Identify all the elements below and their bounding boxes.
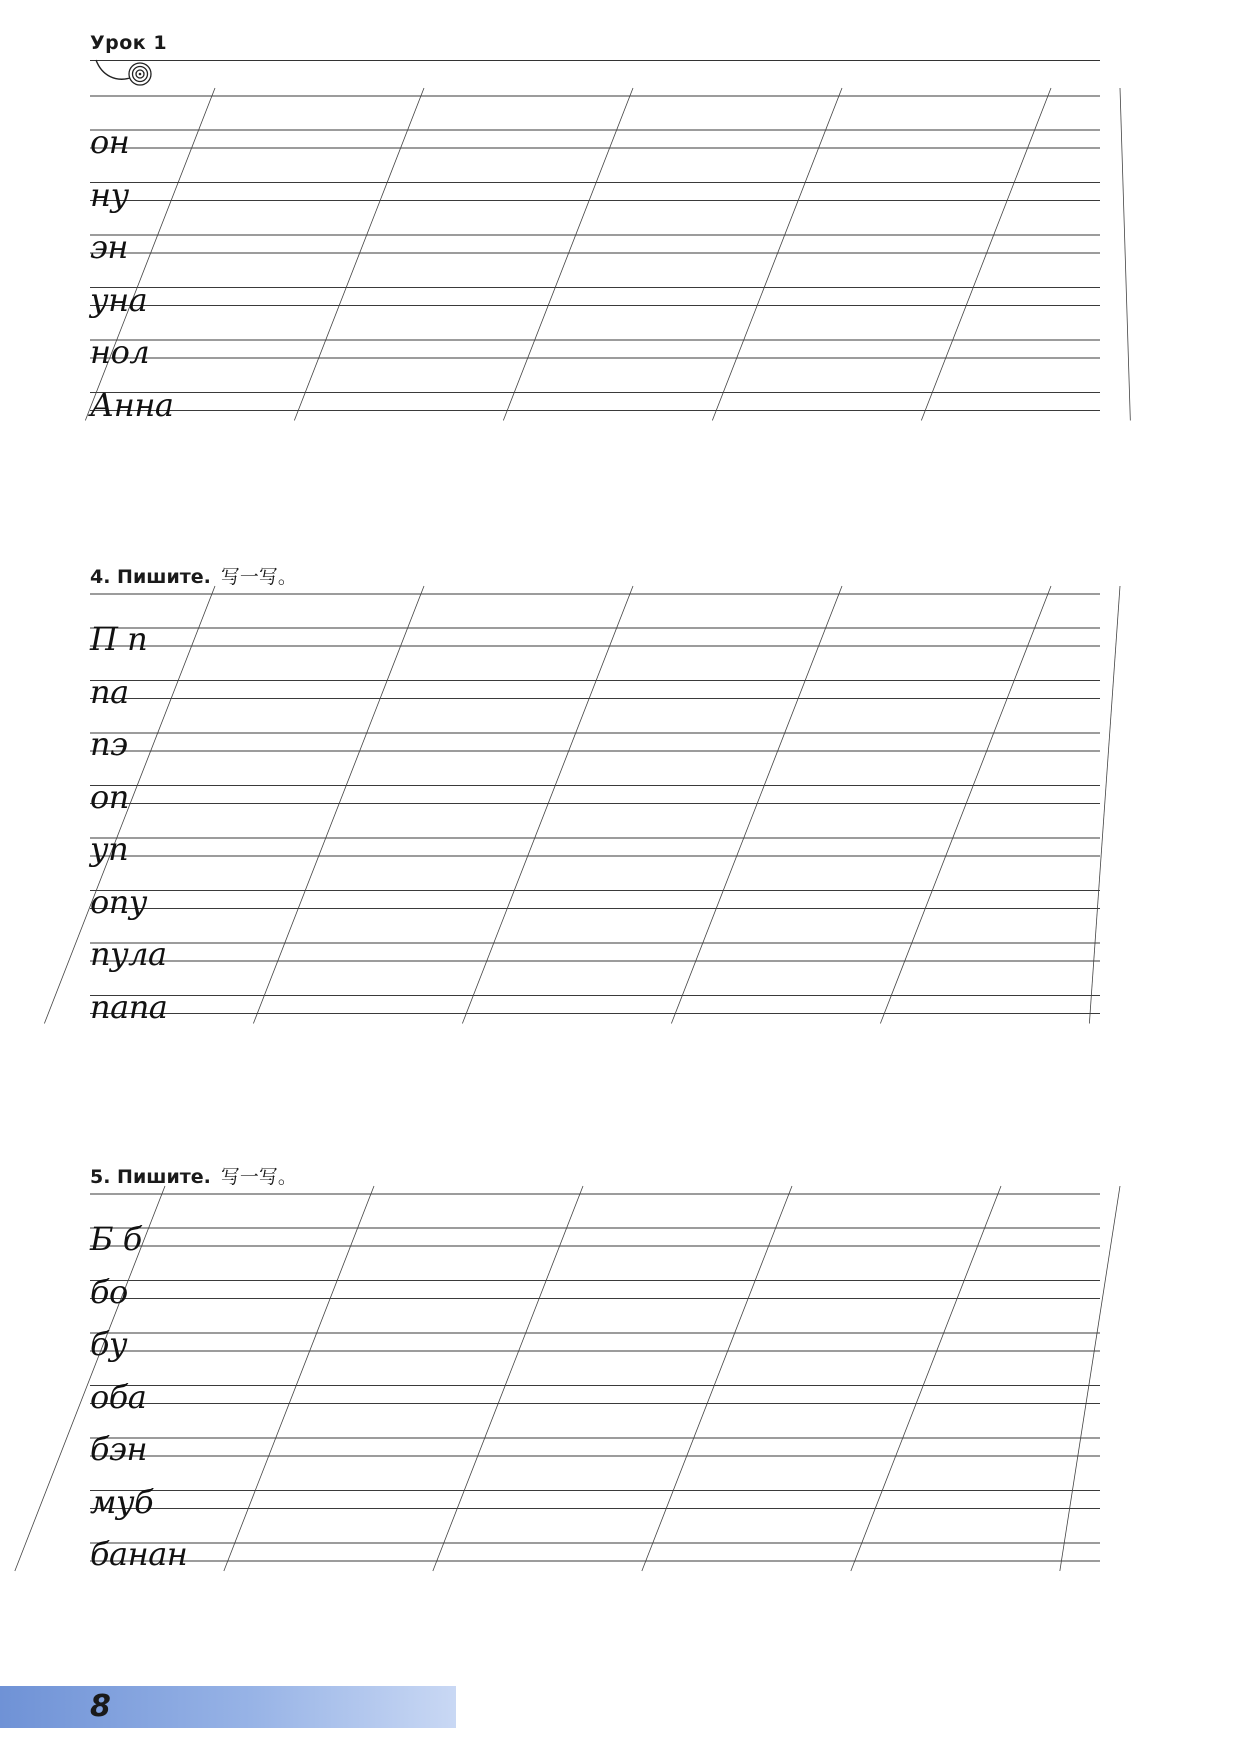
slant-guide-line — [503, 88, 633, 421]
grid-lines — [90, 96, 1100, 425]
exercise-4-heading — [90, 562, 297, 589]
copy-word: папа — [90, 988, 168, 1026]
copy-word: бу — [90, 1325, 128, 1363]
copy-word: эн — [90, 228, 128, 266]
copy-word: опу — [90, 883, 147, 921]
page-number: 8 — [90, 1689, 111, 1724]
copy-word: бэн — [90, 1430, 148, 1468]
swirl-icon — [94, 58, 154, 90]
copy-word: Анна — [90, 386, 174, 424]
slant-guide-line — [433, 1186, 583, 1571]
grid-lines — [90, 594, 1100, 1028]
copybook-grid-5 — [90, 1194, 1100, 1594]
exercise-5-title: 5. Пишите. — [90, 1166, 211, 1188]
slant-guide-line — [253, 586, 424, 1024]
copy-word: уна — [90, 281, 148, 319]
lesson-title: Урок 1 — [90, 32, 168, 54]
grid-lines — [90, 1194, 1100, 1575]
exercise-5-instruction: 写一写。 — [220, 1166, 297, 1188]
copy-word: уп — [90, 830, 129, 868]
slant-guide-line — [462, 586, 633, 1024]
slant-guide-line — [1060, 1186, 1120, 1571]
copybook-grid-4 — [90, 594, 1100, 1046]
slant-guide-line — [851, 1186, 1001, 1571]
copy-word: П п — [90, 620, 148, 658]
copy-word: ну — [90, 176, 129, 214]
slant-guide-line — [1120, 88, 1130, 421]
exercise-4-instruction: 写一写。 — [220, 566, 297, 588]
page-number-bar — [0, 1686, 456, 1728]
exercise-4-title: 4. Пишите. — [90, 566, 211, 588]
slant-guide-line — [294, 88, 424, 421]
copy-word: оп — [90, 778, 129, 816]
copy-word: нол — [90, 333, 150, 371]
slant-guide-line — [921, 88, 1051, 421]
copy-word: муб — [90, 1483, 154, 1521]
copy-word: бо — [90, 1273, 128, 1311]
copy-word: па — [90, 673, 129, 711]
exercise-5-heading — [90, 1162, 297, 1189]
slant-guide-line — [642, 1186, 792, 1571]
copy-word: Б б — [90, 1220, 142, 1258]
slant-guide-line — [880, 586, 1051, 1024]
slant-guide-line — [712, 88, 842, 421]
copy-word: банан — [90, 1535, 188, 1573]
slant-guide-line — [1089, 586, 1120, 1024]
copy-word: пэ — [90, 725, 128, 763]
copy-word: оба — [90, 1378, 147, 1416]
slant-guide-line — [671, 586, 842, 1024]
copy-word: он — [90, 123, 130, 161]
lesson-header-rule — [90, 60, 1100, 61]
copybook-grid-1 — [90, 96, 1100, 442]
slant-guide-line — [224, 1186, 374, 1571]
copy-word: пула — [90, 935, 167, 973]
